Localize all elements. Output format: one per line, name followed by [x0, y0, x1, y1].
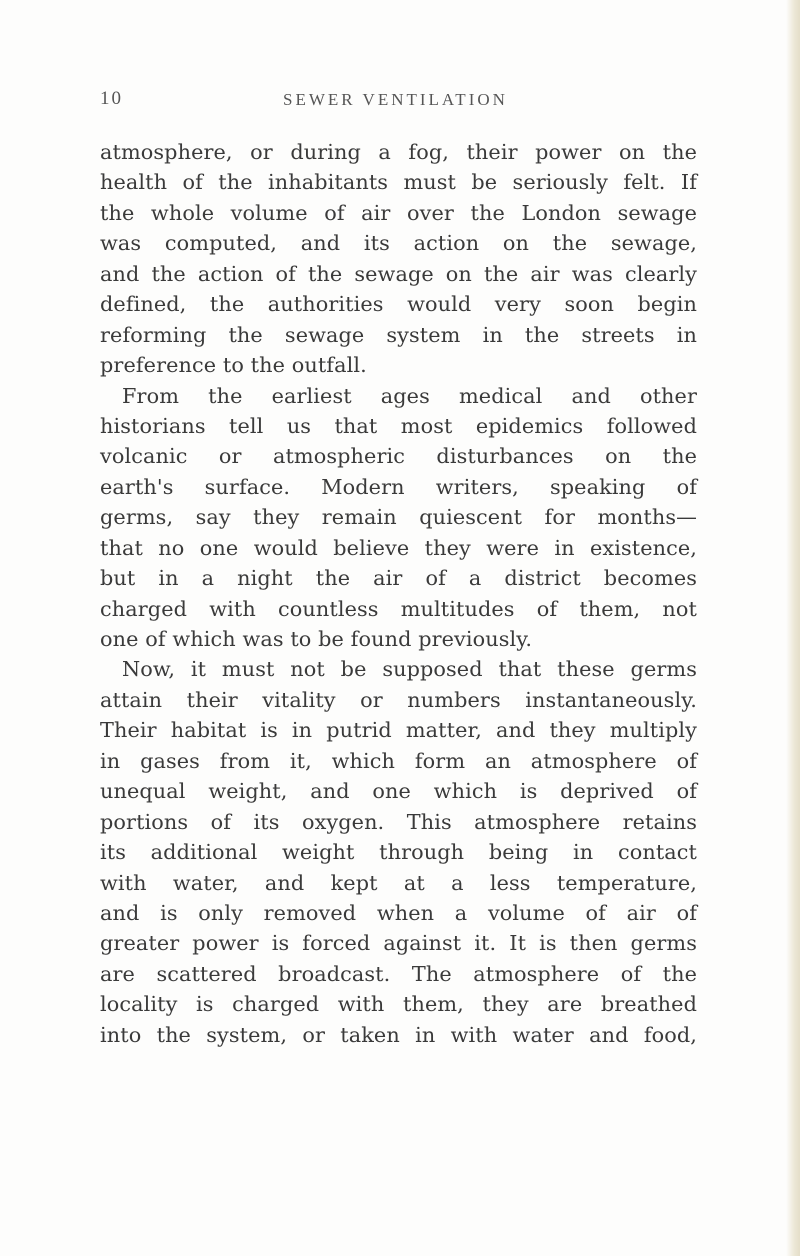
text-line: unequal weight, and one which is deprived of — [100, 779, 697, 804]
text-line: are scattered broadcast. The atmosphere of the — [100, 961, 697, 986]
text-line: atmosphere, or during a fog, their power on the — [100, 140, 697, 164]
text-line: preference to the outfall. — [100, 353, 367, 378]
page-edge-shadow — [786, 0, 800, 1256]
text-line: attain their vitality or numbers instantaneously. — [100, 687, 697, 712]
text-line: into the system, or taken in with water and food, — [100, 1022, 697, 1047]
text-line: but in a night the air of a district becomes — [100, 566, 697, 591]
running-title: SEWER VENTILATION — [283, 90, 508, 109]
text-line: and is only removed when a volume of air of — [100, 900, 697, 925]
text-line: charged with countless multitudes of them, not — [100, 596, 697, 621]
text-line: defined, the authorities would very soon begin — [100, 292, 697, 317]
text-line: Their habitat is in putrid matter, and they multiply — [100, 718, 697, 743]
page-number: 10 — [100, 88, 123, 109]
text-line: volcanic or atmospheric disturbances on the — [100, 444, 697, 469]
text-line: reforming the sewage system in the streets in — [100, 322, 697, 347]
text-line: and the action of the sewage on the air was clearly — [100, 261, 697, 286]
text-line: in gases from it, which form an atmosphere of — [100, 748, 697, 773]
text-line: with water, and kept at a less temperature, — [100, 870, 697, 895]
text-line: historians tell us that most epidemics followed — [100, 413, 697, 438]
body-text — [100, 137, 697, 1050]
text-line: was computed, and its action on the sewage, — [100, 231, 697, 256]
text-line: locality is charged with them, they are breathed — [100, 992, 697, 1017]
text-line: its additional weight through being in contact — [100, 840, 697, 865]
text-line: the whole volume of air over the London sewage — [100, 200, 697, 225]
text-line: portions of its oxygen. This atmosphere retains — [100, 809, 697, 834]
text-line: health of the inhabitants must be seriously felt. If — [100, 170, 697, 195]
text-line: earth's surface. Modern writers, speaking of — [100, 474, 697, 499]
text-line: greater power is forced against it. It is then germs — [100, 931, 697, 956]
text-line: that no one would believe they were in existence, — [100, 535, 697, 560]
text-line: germs, say they remain quiescent for months— — [100, 505, 697, 530]
text-line: From the earliest ages medical and other — [122, 383, 697, 408]
text-line: one of which was to be found previously. — [100, 627, 533, 651]
text-line: Now, it must not be supposed that these germs — [122, 657, 697, 682]
running-head — [100, 88, 700, 114]
